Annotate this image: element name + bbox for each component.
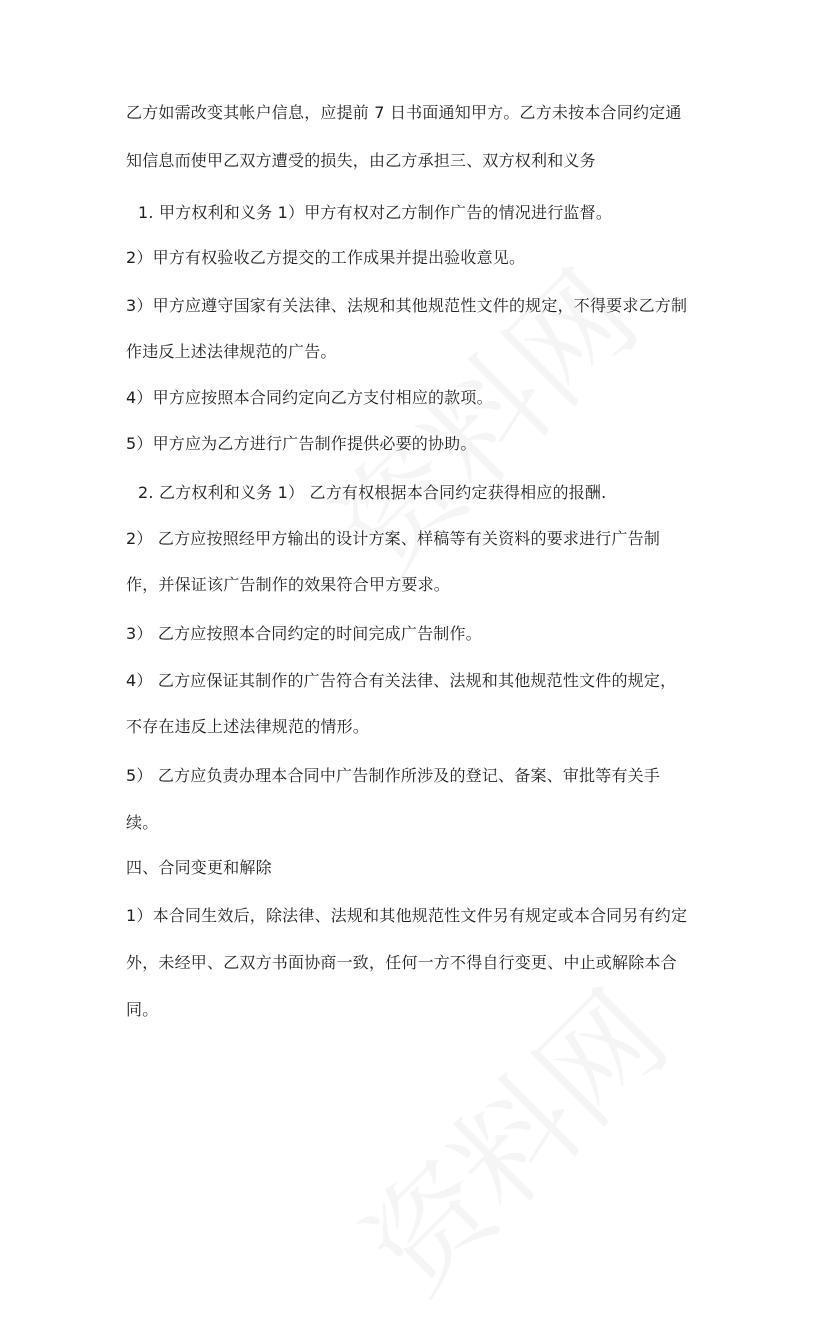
text-line: 5） 乙方应负责办理本合同中广告制作所涉及的登记、备案、审批等有关手	[126, 766, 661, 785]
text-line: 1. 甲方权利和义务 1）甲方有权对乙方制作广告的情况进行监督。	[138, 203, 613, 222]
text-line: 不存在违反上述法律规范的情形。	[126, 717, 370, 736]
text-line: 3）甲方应遵守国家有关法律、法规和其他规范性文件的规定，不得要求乙方制	[126, 296, 688, 315]
text-line: 4）甲方应按照本合同约定向乙方支付相应的款项。	[126, 388, 493, 407]
text-line: 乙方如需改变其帐户信息，应提前 7 日书面通知甲方。乙方未按本合同约定通	[126, 103, 682, 122]
watermark	[322, 948, 698, 1324]
text-line: 续。	[126, 813, 159, 832]
text-line: 4） 乙方应保证其制作的广告符合有关法律、法规和其他规范性文件的规定，	[126, 671, 677, 690]
text-line: 同。	[126, 1000, 159, 1019]
text-line: 作违反上述法律规范的广告。	[126, 342, 337, 361]
text-line: 1）本合同生效后，除法律、法规和其他规范性文件另有规定或本合同另有约定	[126, 906, 688, 925]
text-line: 2. 乙方权利和义务 1） 乙方有权根据本合同约定获得相应的报酬.	[138, 483, 607, 502]
text-line: 作，并保证该广告制作的效果符合甲方要求。	[126, 575, 451, 594]
text-line: 知信息而使甲乙双方遭受的损失，由乙方承担三、双方权利和义务	[126, 151, 596, 170]
text-line: 5）甲方应为乙方进行广告制作提供必要的协助。	[126, 434, 477, 453]
text-line: 2） 乙方应按照经甲方输出的设计方案、样稿等有关资料的要求进行广告制	[126, 529, 661, 548]
text-line: 2）甲方有权验收乙方提交的工作成果并提出验收意见。	[126, 248, 526, 267]
text-line: 3） 乙方应按照本合同约定的时间完成广告制作。	[126, 624, 482, 643]
text-line: 外，未经甲、乙双方书面协商一致，任何一方不得自行变更、中止或解除本合	[126, 953, 677, 972]
section-heading: 四、合同变更和解除	[126, 858, 272, 877]
